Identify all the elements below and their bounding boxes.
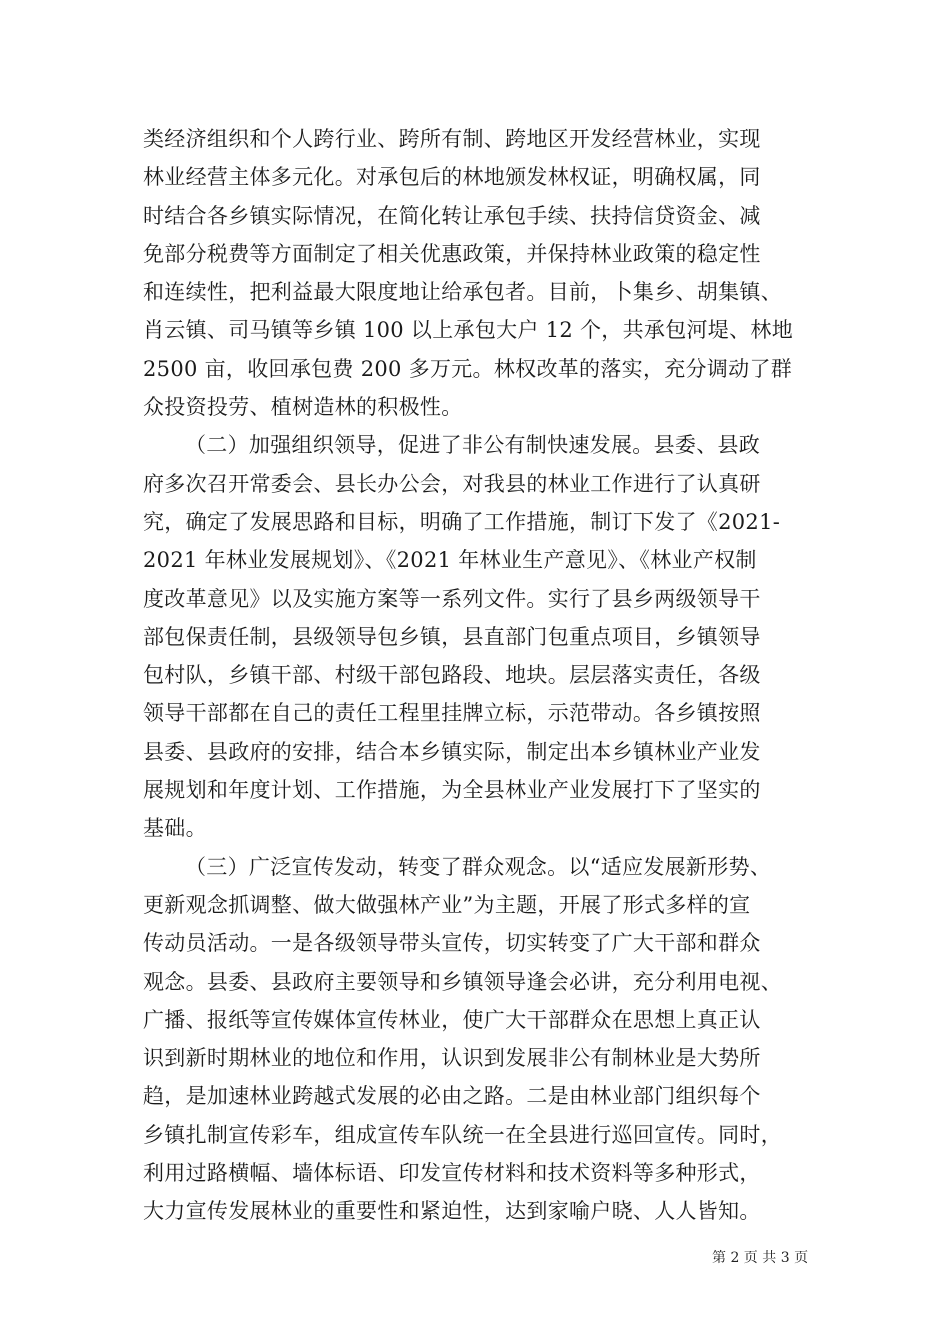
page-number: 第 2 页 共 3 页 [712,1250,809,1266]
text-line: （三）广泛宣传发动，转变了群众观念。以“适应发展新形势、 [185,854,772,879]
text-line: 更新观念抓调整、做大做强林产业”为主题，开展了形式多样的宣 [143,892,751,917]
text-line: 众投资投劳、植树造林的积极性。 [143,395,463,420]
text-line: 2500 亩，收回承包费 200 多万元。林权改革的落实，充分调动了群 [143,356,793,381]
text-line: 展规划和年度计划、工作措施，为全县林业产业发展打下了坚实的 [143,778,761,803]
text-line: 趋，是加速林业跨越式发展的必由之路。二是由林业部门组织每个 [143,1084,761,1109]
text-line: 利用过路横幅、墙体标语、印发宣传材料和技术资料等多种形式， [143,1161,761,1186]
text-line: 大力宣传发展林业的重要性和紧迫性，达到家喻户晓、人人皆知。 [143,1199,761,1224]
paragraph-lines [143,120,823,1231]
text-line: （二）加强组织领导，促进了非公有制快速发展。县委、县政 [185,433,761,458]
text-line: 广播、报纸等宣传媒体宣传林业，使广大干部群众在思想上真正认 [143,1007,761,1032]
text-line: 和连续性，把利益最大限度地让给承包者。目前，卜集乡、胡集镇、 [143,280,782,305]
text-line: 部包保责任制，县级领导包乡镇，县直部门包重点项目，乡镇领导 [143,624,761,649]
document-body [143,120,823,1231]
text-line: 究，确定了发展思路和目标，明确了工作措施，制订下发了《2021- [143,509,781,534]
text-line: 基础。 [143,816,207,841]
text-line: 乡镇扎制宣传彩车，组成宣传车队统一在全县进行巡回宣传。同时， [143,1122,782,1147]
text-line: 度改革意见》以及实施方案等一系列文件。实行了县乡两级领导干 [143,586,761,611]
text-line: 观念。县委、县政府主要领导和乡镇领导逢会必讲，充分利用电视、 [143,969,782,994]
text-line: 包村队，乡镇干部、村级干部包路段、地块。层层落实责任，各级 [143,663,761,688]
text-line: 肖云镇、司马镇等乡镇 100 以上承包大户 12 个，共承包河堤、林地 [143,318,794,343]
text-line: 县委、县政府的安排，结合本乡镇实际，制定出本乡镇林业产业发 [143,739,761,764]
text-line: 领导干部都在自己的责任工程里挂牌立标，示范带动。各乡镇按照 [143,701,761,726]
text-line: 类经济组织和个人跨行业、跨所有制、跨地区开发经营林业，实现 [143,127,761,151]
text-line: 免部分税费等方面制定了相关优惠政策，并保持林业政策的稳定性 [143,241,761,266]
text-line: 林业经营主体多元化。对承包后的林地颁发林权证，明确权属，同 [143,165,761,190]
text-line: 2021 年林业发展规划》、《2021 年林业生产意见》、《林业产权制 [143,548,757,573]
text-line: 传动员活动。一是各级领导带头宣传，切实转变了广大干部和群众 [143,931,761,956]
text-line: 府多次召开常委会、县长办公会，对我县的林业工作进行了认真研 [143,471,761,496]
text-line: 时结合各乡镇实际情况，在简化转让承包手续、扶持信贷资金、减 [143,203,761,228]
text-line: 识到新时期林业的地位和作用，认识到发展非公有制林业是大势所 [143,1046,761,1071]
